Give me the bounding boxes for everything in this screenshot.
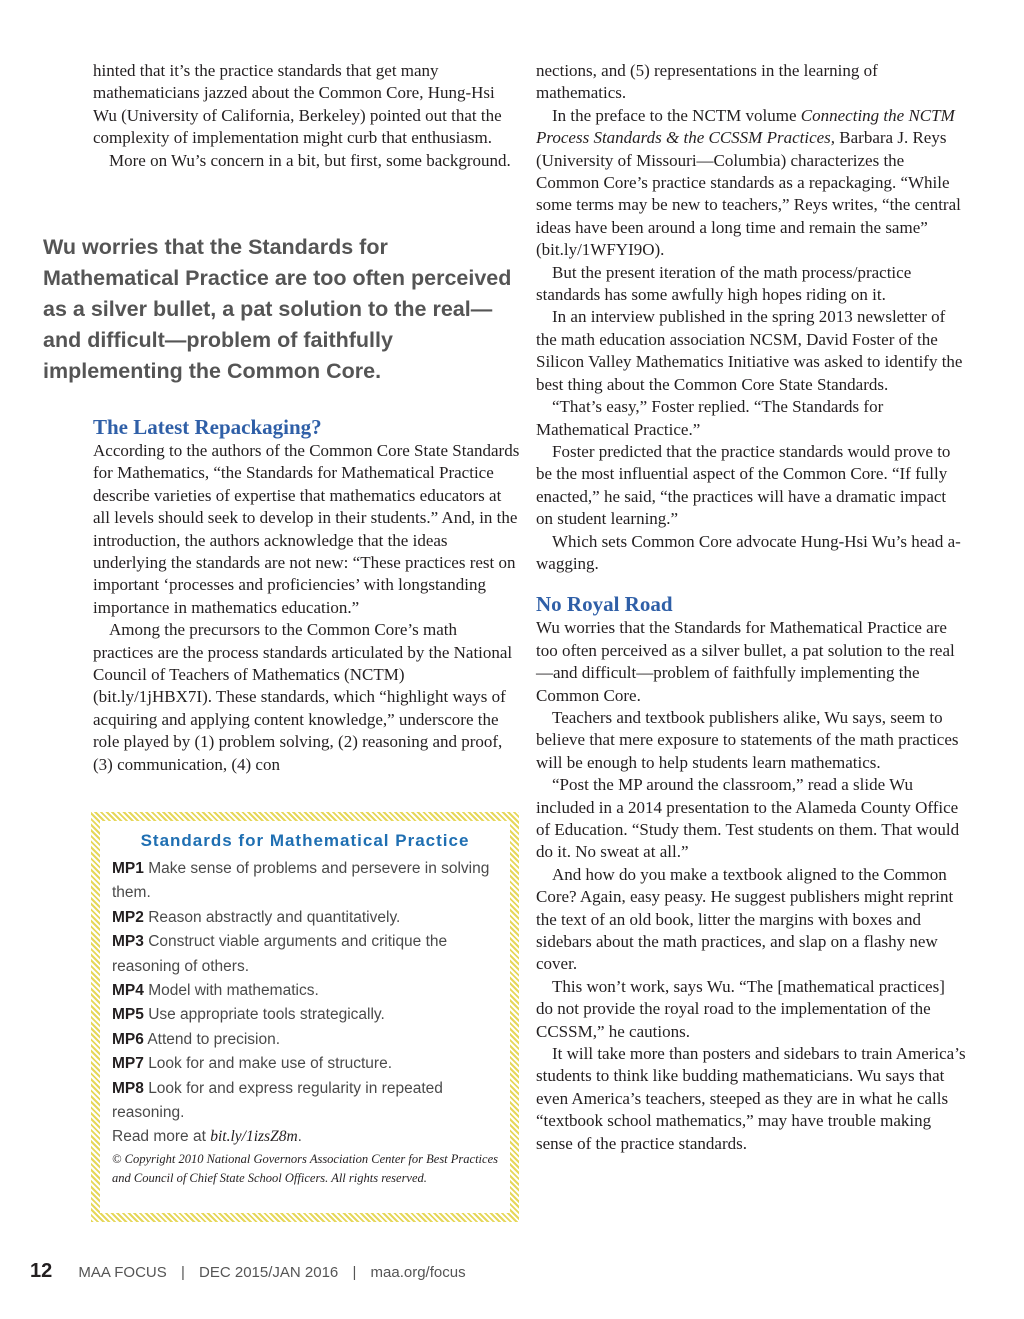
paragraph: hinted that it’s the practice standards that get many mathematicians jazzed about the Common Core, Hung-Hsi Wu (University of California, Berkeley) pointed out that the complexity of implementation might curb that enthusiasm.	[93, 61, 502, 148]
paragraph: In an interview published in the spring 2013 newsletter of the math education association NCSM, David Foster of the Silicon Valley Mathematics Initiative was asked to identify the best thing about the Common Core State Standards.	[536, 307, 963, 394]
section-heading: The Latest Repackaging?	[93, 415, 322, 439]
paragraph: Which sets Common Core advocate Hung-Hsi Wu’s head a-wagging.	[536, 531, 961, 573]
paragraph-text: In the preface to the NCTM volume	[552, 105, 797, 125]
paragraph: “Post the MP around the classroom,” read a slide Wu included in a 2014 presentation to the Alameda County Office of Education. “Study them. Test students on them. That would do it. No sweat at all.”	[536, 775, 960, 862]
paragraph: It will take more than posters and sidebars to train America’s students to think like budding mathematicians. Wu says that even America’s teachers, steeped as they are in what he calls “textbook school mathematics,” may have trouble making sense of the practice standards.	[536, 1044, 966, 1153]
mp-item	[112, 930, 498, 979]
mp-code: MP2	[112, 908, 144, 926]
page-number: 12	[30, 1260, 53, 1282]
mp-code: MP4	[112, 982, 144, 1000]
mp-text: Look for and express regularity in repeated reasoning.	[112, 1079, 443, 1122]
paragraph: More on Wu’s concern in a bit, but first, some background.	[109, 150, 511, 170]
paragraph: According to the authors of the Common Core State Standards for Mathematics, “the Standards for Mathematical Practice describe varieties of expertise that mathematics educators at all levels should seek to develop in their students.” And, in the introduction, the authors acknowledge that the ideas underlying the standards are not new: “These practices rest on important ‘processes and proficiencies’ with longstanding importance in mathematics education.”	[93, 441, 520, 617]
mp-item	[112, 1077, 498, 1126]
mp-item	[112, 979, 498, 1003]
mp-text: Model with mathematics.	[148, 982, 319, 1000]
copyright: © Copyright 2010 National Governors Association Center for Best Practices and Council of Chief State School Officers. All rights reserved.	[112, 1151, 498, 1186]
footer-url[interactable]: maa.org/focus	[370, 1264, 466, 1281]
paragraph: Teachers and textbook publishers alike, Wu says, seem to believe that mere exposure to statements of the math practices will be enough to help students learn mathematics.	[536, 707, 959, 772]
paragraph-text: Barbara J. Reys (University of Missouri—Columbia) characterizes the Common Core’s practice standards as a repackaging. “While some terms may be new to teachers,” Reys writes, “the central ideas have been around a long time and remain the same” (bit.ly/1WFYI9O).	[536, 128, 961, 260]
mp-code: MP1	[112, 860, 144, 877]
section-heading: No Royal Road	[536, 592, 673, 617]
mp-code: MP7	[112, 1055, 144, 1073]
left-intro	[93, 60, 521, 172]
pull-quote: Wu worries that the Standards for Mathematical Practice are too often perceived as a silver bullet, a pat solution to the real—and difficult—problem of faithfully implementing the Common Core.	[43, 235, 512, 383]
left-column	[93, 60, 521, 172]
mp-text: Look for and make use of structure.	[148, 1055, 393, 1073]
page-footer	[30, 1260, 466, 1283]
right-column	[536, 60, 966, 1155]
paragraph: Among the precursors to the Common Core’s math practices are the process standards articulated by the National Council of Teachers of Mathematics (NCTM) (bit.ly/1jHBX7I). These standards, which “highlight ways of acquiring and applying content knowledge,” underscore the role played by (1) problem solving, (2) reasoning and proof, (3) communication, (4) con	[93, 620, 513, 774]
sidebar-title: Standards for Mathematical Practice	[140, 831, 470, 850]
paragraph: And how do you make a textbook aligned to the Common Core? Again, easy peasy. He suggest publishers might reprint the text of an old book, litter the margins with boxes and sidebars about the math practices, and slap on a flashy new cover.	[536, 864, 954, 974]
paragraph: Wu worries that the Standards for Mathematical Practice are too often perceived as a silver bullet, a pat solution to the real—and difficult—problem of faithfully implementing the Common Core.	[536, 618, 955, 705]
mp-text: Attend to precision.	[147, 1030, 281, 1048]
mp-text: Make sense of problems and persevere in solving them.	[112, 860, 490, 902]
mp-item	[112, 1028, 498, 1052]
paragraph	[536, 105, 966, 262]
mp-text: Reason abstractly and quantitatively.	[148, 908, 401, 926]
footer-separator: |	[352, 1264, 357, 1281]
read-more-suffix: .	[297, 1128, 302, 1146]
paragraph: nections, and (5) representations in the learning of mathematics.	[536, 61, 878, 103]
publication-name: MAA FOCUS	[78, 1264, 167, 1281]
paragraph: But the present iteration of the math process/practice standards has some awfully high hopes riding on it.	[536, 262, 912, 305]
issue-date: DEC 2015/JAN 2016	[199, 1264, 339, 1281]
sidebar-box	[91, 812, 519, 1222]
read-more-prefix: Read more at	[112, 1128, 206, 1146]
footer-separator: |	[180, 1264, 185, 1281]
mp-code: MP6	[112, 1030, 144, 1048]
mp-code: MP3	[112, 933, 144, 951]
read-more	[112, 1125, 498, 1149]
mp-item	[112, 1052, 498, 1076]
mp-text: Use appropriate tools strategically.	[148, 1006, 385, 1024]
mp-item	[112, 857, 498, 906]
mp-text: Construct viable arguments and critique the reasoning of others.	[112, 933, 448, 975]
mp-item	[112, 906, 498, 930]
mp-code: MP5	[112, 1006, 144, 1024]
paragraph: Foster predicted that the practice standards would prove to be the most influential aspect of the Common Core. “If fully enacted,” he said, “the practices will have a dramatic impact on student learning.”	[536, 441, 951, 529]
paragraph: “That’s easy,” Foster replied. “The Standards for Mathematical Practice.”	[536, 397, 884, 439]
read-more-link[interactable]: bit.ly/1izsZ8m	[210, 1128, 298, 1146]
mp-code: MP8	[112, 1079, 144, 1097]
paragraph: This won’t work, says Wu. “The [mathematical practices] do not provide the royal road to the implementation of the CCSSM,” he cautions.	[536, 976, 945, 1041]
section-latest-repackaging	[93, 414, 521, 776]
mp-item	[112, 1003, 498, 1027]
book-title: Connecting the NCTM Process Standards & the CCSSM Practices,	[536, 105, 955, 148]
